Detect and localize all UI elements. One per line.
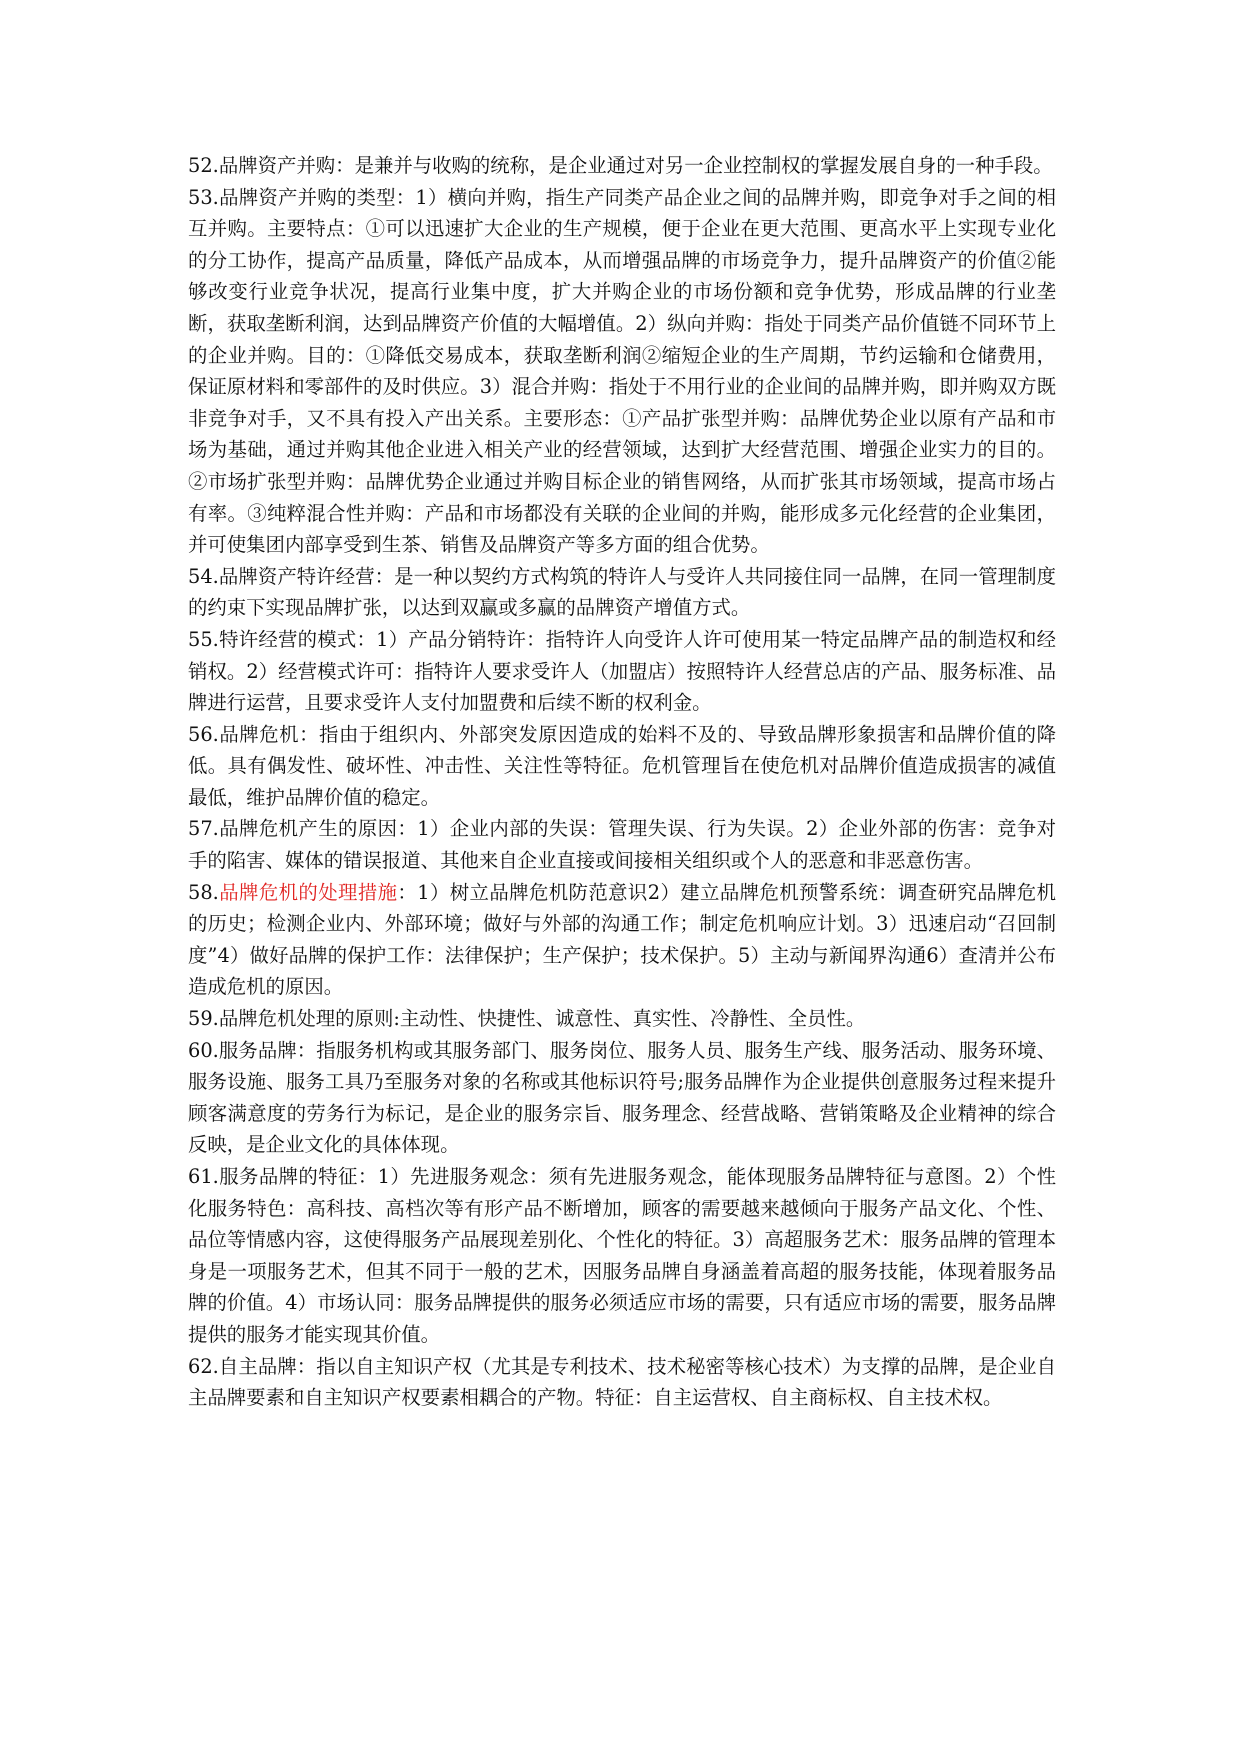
paragraph-61 <box>188 1161 1056 1351</box>
paragraph-text: 55.特许经营的模式：1）产品分销特许：指特许人向受许人许可使用某一特定品牌产品的制造权和经销权。2）经营模式许可：指特许人要求受许人（加盟店）按照特许人经营总店的产品、服务标准、品牌进行运营，且要求受许人支付加盟费和后续不断的权利金。 <box>188 627 1056 715</box>
paragraph-text: ：1）树立品牌危机防范意识2）建立品牌危机预警系统：调查研究品牌危机的历史；检测企业内、外部环境；做好与外部的沟通工作；制定危机响应计划。3）迅速启动“召回制度”4）做好品牌的保护工作：法律保护；生产保护；技术保护。5）主动与新闻界沟通6）查清并公布造成危机的原因。 <box>188 880 1056 999</box>
paragraph-59 <box>188 1003 1056 1035</box>
paragraph-text: 62.自主品牌：指以自主知识产权（尤其是专利技术、技术秘密等核心技术）为支撑的品牌，是企业自主品牌要素和自主知识产权要素相耦合的产物。特征：自主运营权、自主商标权、自主技术权。 <box>188 1354 1056 1410</box>
paragraph-62 <box>188 1351 1056 1414</box>
paragraph-text: 57.品牌危机产生的原因：1）企业内部的失误：管理失误、行为失误。2）企业外部的伤害：竞争对手的陷害、媒体的错误报道、其他来自企业直接或间接相关组织或个人的恶意和非恶意伤害。 <box>188 817 1056 873</box>
paragraph-text: 54.品牌资产特许经营：是一种以契约方式构筑的特许人与受许人共同接住同一品牌，在同一管理制度的约束下实现品牌扩张，以达到双赢或多赢的品牌资产增值方式。 <box>188 564 1056 620</box>
paragraph-text: 52.品牌资产并购：是兼并与收购的统称，是企业通过对另一企业控制权的掌握发展自身的一种手段。 <box>188 154 1053 177</box>
paragraph-text: 56.品牌危机：指由于组织内、外部突发原因造成的始料不及的、导致品牌形象损害和品牌价值的降低。具有偶发性、破坏性、冲击性、关注性等特征。危机管理旨在使危机对品牌价值造成损害的减值最低，维护品牌价值的稳定。 <box>188 722 1056 809</box>
paragraph-56 <box>188 719 1056 814</box>
paragraph-number: 58. <box>188 880 219 904</box>
paragraph-53 <box>188 182 1056 561</box>
paragraph-55 <box>188 624 1056 719</box>
paragraph-text: 59.品牌危机处理的原则:主动性、快捷性、诚意性、真实性、冷静性、全员性。 <box>188 1007 866 1031</box>
paragraph-text: 61.服务品牌的特征：1）先进服务观念：须有先进服务观念，能体现服务品牌特征与意图。2）个性化服务特色：高科技、高档次等有形产品不断增加，顾客的需要越来越倾向于服务产品文化、个性、品位等情感内容，这使得服务产品展现差别化、个性化的特征。3）高超服务艺术：服务品牌的管理本身是一项服务艺术，但其不同于一般的艺术，因服务品牌自身涵盖着高超的服务技能，体现着服务品牌的价值。4）市场认同：服务品牌提供的服务必须适应市场的需要，只有适应市场的需要，服务品牌提供的服务才能实现其价值。 <box>188 1165 1056 1346</box>
paragraph-60 <box>188 1035 1056 1161</box>
paragraph-54 <box>188 561 1056 624</box>
paragraph-text: 53.品牌资产并购的类型：1）横向并购，指生产同类产品企业之间的品牌并购，即竞争对手之间的相互并购。主要特点：①可以迅速扩大企业的生产规模，便于企业在更大范围、更高水平上实现专业化的分工协作，提高产品质量，降低产品成本，从而增强品牌的市场竞争力，提升品牌资产的价值②能够改变行业竞争状况，提高行业集中度，扩大并购企业的市场份额和竞争优势，形成品牌的行业垄断，获取垄断利润，达到品牌资产价值的大幅增值。2）纵向并购：指处于同类产品价值链不同环节上的企业并购。目的：①降低交易成本，获取垄断利润②缩短企业的生产周期，节约运输和仓储费用，保证原材料和零部件的及时供应。3）混合并购：指处于不用行业的企业间的品牌并购，即并购双方既非竞争对手，又不具有投入产出关系。主要形态：①产品扩张型并购：品牌优势企业以原有产品和市场为基础，通过并购其他企业进入相关产业的经营领域，达到扩大经营范围、增强企业实力的目的。②市场扩张型并购：品牌优势企业通过并购目标企业的销售网络，从而扩张其市场领域，提高市场占有率。③纯粹混合性并购：产品和市场都没有关联的企业间的并购，能形成多元化经营的企业集团，并可使集团内部享受到生茶、销售及品牌资产等多方面的组合优势。 <box>188 185 1056 557</box>
paragraph-text: 60.服务品牌：指服务机构或其服务部门、服务岗位、服务人员、服务生产线、服务活动、服务环境、服务设施、服务工具乃至服务对象的名称或其他标识符号;服务品牌作为企业提供创意服务过程来提升顾客满意度的劳务行为标记，是企业的服务宗旨、服务理念、经营战略、营销策略及企业精神的综合反映，是企业文化的具体体现。 <box>188 1038 1056 1157</box>
highlighted-heading: 品牌危机的处理措施 <box>218 880 398 904</box>
document-page <box>188 150 1056 1414</box>
paragraph-57 <box>188 813 1056 876</box>
paragraph-58 <box>188 877 1056 1003</box>
paragraph-52 <box>188 150 1056 182</box>
